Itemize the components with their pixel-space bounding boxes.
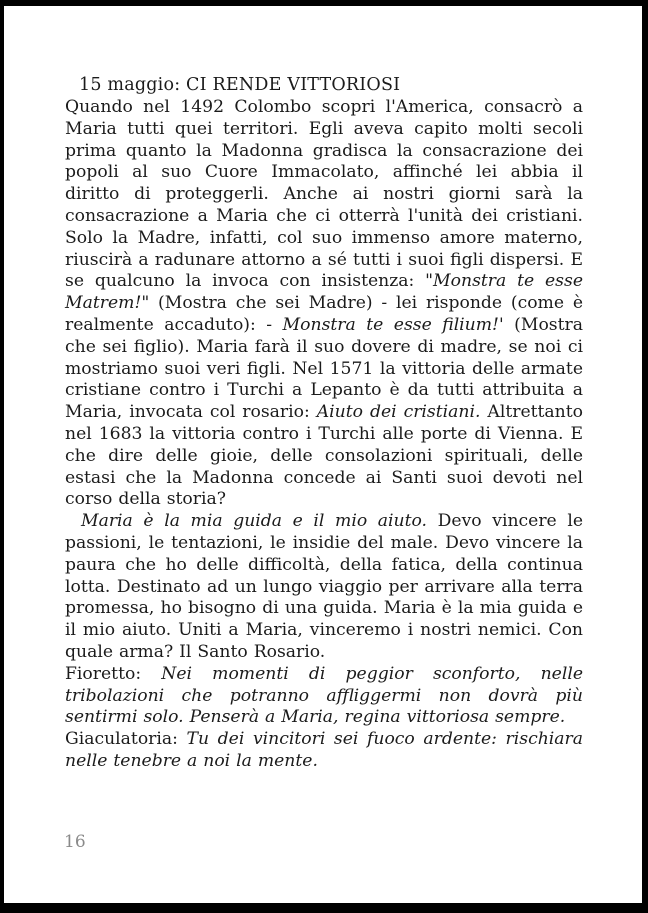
paragraph-giaculatoria: Giaculatoria: Tu dei vincitori sei fuoco ardente: rischiara nelle tenebre a noi la mente. (65, 729, 583, 771)
page-content (4, 6, 642, 903)
page-number: 16 (64, 832, 86, 852)
paragraph-maria-guida: Maria è la mia guida e il mio aiuto. Devo vincere le passioni, le tentazioni, le insidie del male. Devo vincere la paura che ho delle difficoltà, della fatica, della continua lotta. Destinato ad un lungo viaggio per arrivare alla terra promessa, ho bisogno di una guida. Maria è la mia guida e il mio aiuto. Uniti a Maria, vinceremo i nostri nemici. Con quale arma? Il Santo Rosario. (65, 511, 584, 662)
paragraph-consecration-history: Quando nel 1492 Colombo scopri l'America, consacrò a Maria tutti quei territori. Egli aveva capito molti secoli prima quanto la Madonna gradisca la consacrazione dei popoli al suo Cuore Immacolato, affinché lei abbia il diritto di proteggerli. Anche ai nostri giorni sarà la consacrazione a Maria che ci otterrà l'unità dei cristiani. Solo la Madre, infatti, col suo immenso amore materno, riuscirà a radunare attorno a sé tutti i suoi figli dispersi. E se qualcuno la invoca con insistenza: "Monstra te esse Matrem!" (Mostra che sei Madre) - lei risponde (come è realmente accaduto): - Monstra te esse filium!' (Mostra che sei figlio). Maria farà il suo dovere di madre, se noi ci mostriamo suoi veri figli. Nel 1571 la vittoria delle armate cristiane contro i Turchi a Lepanto è da tutti attribuita a Maria, invocata col rosario: Aiuto dei cristiani. Altrettanto nel 1683 la vittoria contro i Turchi alle porte di Vienna. E che dire delle gioie, delle consolazioni spirituali, delle estasi che la Madonna concede ai Santi suoi devoti nel corso della storia? (65, 97, 583, 510)
chapter-title: 15 maggio: CI RENDE VITTORIOSI (79, 75, 401, 95)
book-page (4, 6, 642, 903)
paragraph-fioretto: Fioretto: Nei momenti di peggior sconforto, nelle tribolazioni che potranno affliggermi non dovrà più sentirmi solo. Penserà a Maria, regina vittoriosa sempre. (65, 663, 584, 728)
